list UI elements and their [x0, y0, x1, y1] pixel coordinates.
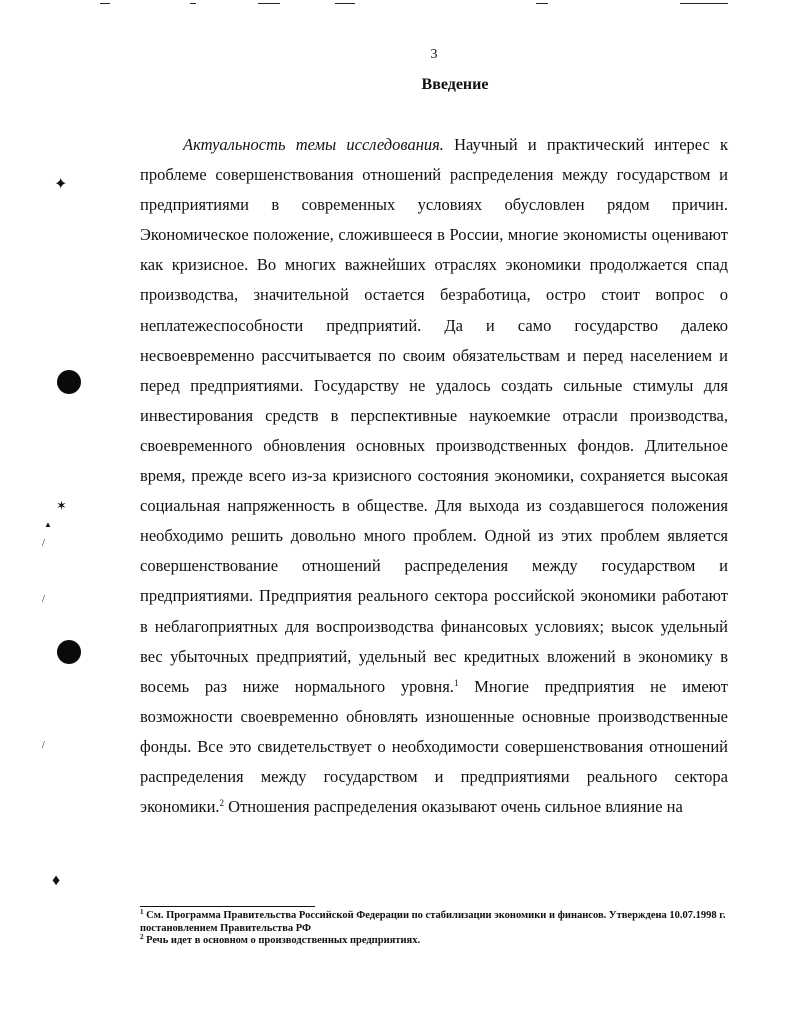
page-title: Введение: [421, 76, 489, 93]
binder-hole: [57, 370, 81, 394]
footnote-text: Речь идет в основном о производственных предприятиях.: [143, 935, 421, 946]
scan-mark-icon: ✦: [54, 176, 68, 193]
footnotes: [140, 910, 740, 948]
footnote: [140, 910, 740, 935]
lead-phrase: Актуальность темы исследования.: [183, 135, 444, 154]
scan-mark-icon: /: [42, 594, 45, 605]
footnote-ref: 2: [219, 798, 225, 809]
paragraph-text: Отношения распределения оказывают очень сильное влияние на: [224, 797, 683, 817]
scan-mark-icon: /: [42, 740, 45, 751]
footnote-ref: 1: [453, 677, 459, 688]
scan-artifact: [258, 3, 280, 4]
paragraph-text: Многие предприятия не имеют возможности своевременно обновлять изношенные основные производственные фонды. Все это свидетельствует о необходимости совершенствования отношений распределения между государством и предприятиями реального сектора экономики.: [140, 676, 728, 817]
scan-mark-icon: ▲: [44, 520, 52, 529]
scan-mark-icon: ♦: [52, 872, 61, 889]
binder-hole: [57, 640, 81, 664]
footnote: [140, 935, 740, 948]
scan-mark-icon: ✶: [56, 498, 67, 513]
footnote-mark: 2: [140, 933, 144, 941]
paragraph-text: Научный и практический интерес к проблеме совершенствования отношений распределения между государством и предприятиями в современных условиях обусловлен рядом причин. Экономическое положение, сложившееся в России, многие экономисты оценивают как кризисное. Во многих важнейших отраслях экономики продолжается спад производства, значительной остается безработица, остро стоит вопрос о неплатежеспособности предприятий. Да и само государство далеко несвоевременно рассчитывается по своим обязательствам и перед населением и перед предприятиями. Государству не удалось создать сильные стимулы для инвестирования средств в перспективные наукоемкие отрасли производства, своевременного обновления основных производственных фондов. Длительное время, прежде всего из-за кризисного состояния экономики, сохраняется высокая социальная напряженность в обществе. Для выхода из создавшегося положения необходимо решить довольно много проблем. Одной из этих проблем является совершенствование отношений распределения между государством и предприятиями. Предприятия реального сектора российской экономики работают в неблагоприятных для воспроизводства финансовых условиях; высок удельный вес убыточных предприятий, удельный вес кредитных вложений в экономику в восемь раз ниже нормального уровня.: [140, 135, 728, 696]
page-number: 3: [430, 47, 438, 62]
scan-artifact: [190, 3, 196, 4]
footnote-separator: [140, 906, 315, 907]
footnote-mark: 1: [140, 908, 144, 916]
scan-artifact: [100, 3, 110, 4]
scan-artifact: [680, 3, 728, 4]
paragraph: [140, 130, 728, 822]
body-text: [140, 130, 728, 822]
scan-artifact: [335, 3, 355, 4]
scan-mark-icon: /: [42, 538, 45, 549]
scan-artifact: [536, 3, 548, 4]
footnote-text: См. Программа Правительства Российской Федерации по стабилизации экономики и финансов. Утверждена 10.07.1998 г. постановлением Правительства РФ: [140, 910, 726, 934]
